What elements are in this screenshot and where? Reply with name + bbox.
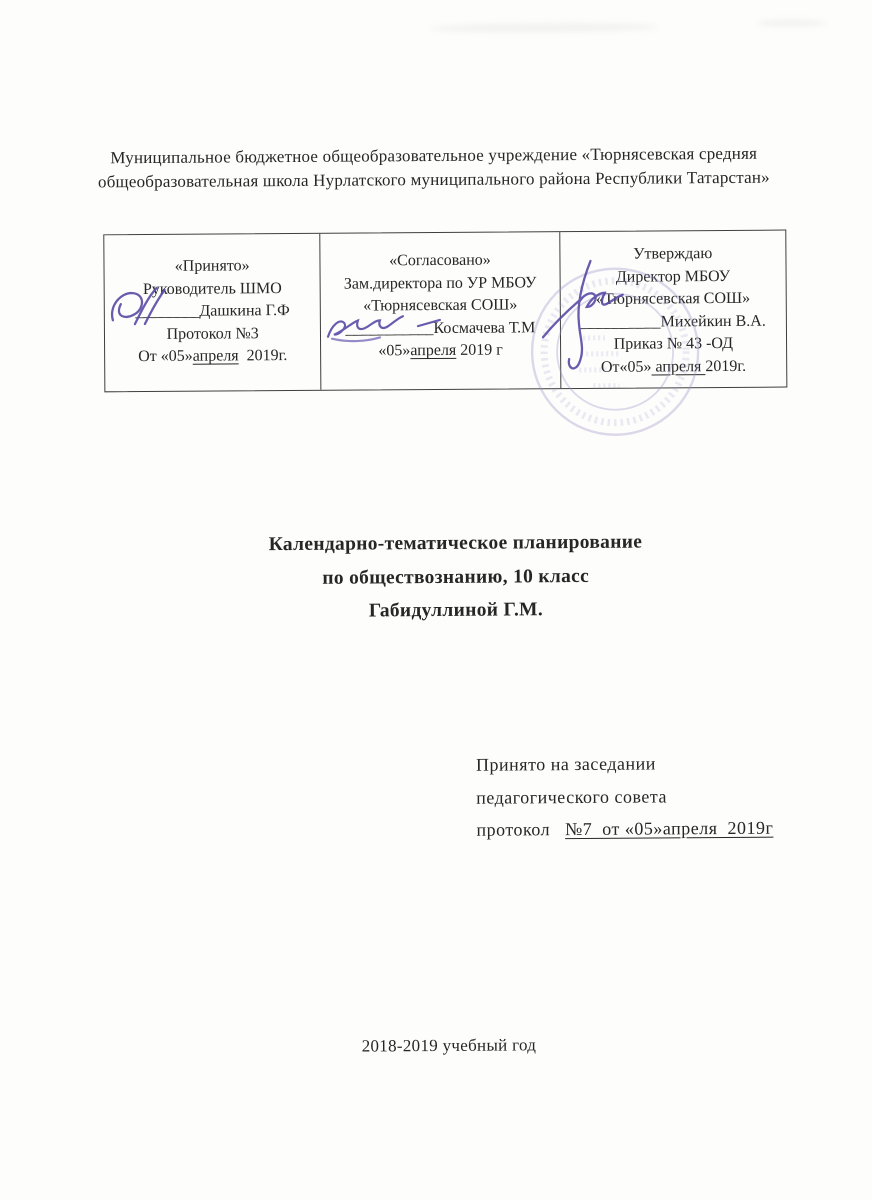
- document-title: [38, 524, 872, 630]
- organization-header-line: Муниципальное бюджетное общеобразовательное учреждение «Тюрнясевская средняя: [110, 143, 758, 168]
- scan-artifact: [757, 19, 827, 26]
- director-signature-ink: [538, 251, 649, 382]
- approval-cell-accepted: «Принято» Руководитель ШМО ________Дашкина Г.Ф Протокол №3 От «05»апреля 2019г.: [104, 234, 321, 392]
- pedagogical-council-acceptance-note: Принято на заседании педагогического совета протокол №7 от «05»апреля 2019г: [475, 753, 774, 840]
- deputy-director-signature-ink: [322, 308, 447, 347]
- document-title-line: Календарно-тематическое планирование: [268, 531, 643, 556]
- shmo-head-signature-ink: [105, 284, 185, 331]
- approval-cell-agreed: «Согласовано» Зам.директора по УР МБОУ «Тюрнясевская СОШ» ___________Космачева Т.М «05»апреля 2019 г: [321, 232, 561, 390]
- scan-artifact: [429, 22, 659, 33]
- document-title-line: по обществознанию, 10 класс: [322, 565, 590, 589]
- organization-header-line: общеобразовательная школа Нурлатского муниципального района Республики Татарстан»: [97, 167, 770, 192]
- document-title-line: Габидуллиной Г.М.: [368, 599, 544, 622]
- approval-cell-approved: Утверждаю Директор МБОУ «Тюрнясевская СОШ» __________Михейкин В.А. Приказ № 43 -ОД От«05» апреля 2019г.: [580, 245, 766, 376]
- organization-header: [34, 141, 834, 195]
- school-year-footer: 2018-2019 учебный год: [361, 1035, 537, 1056]
